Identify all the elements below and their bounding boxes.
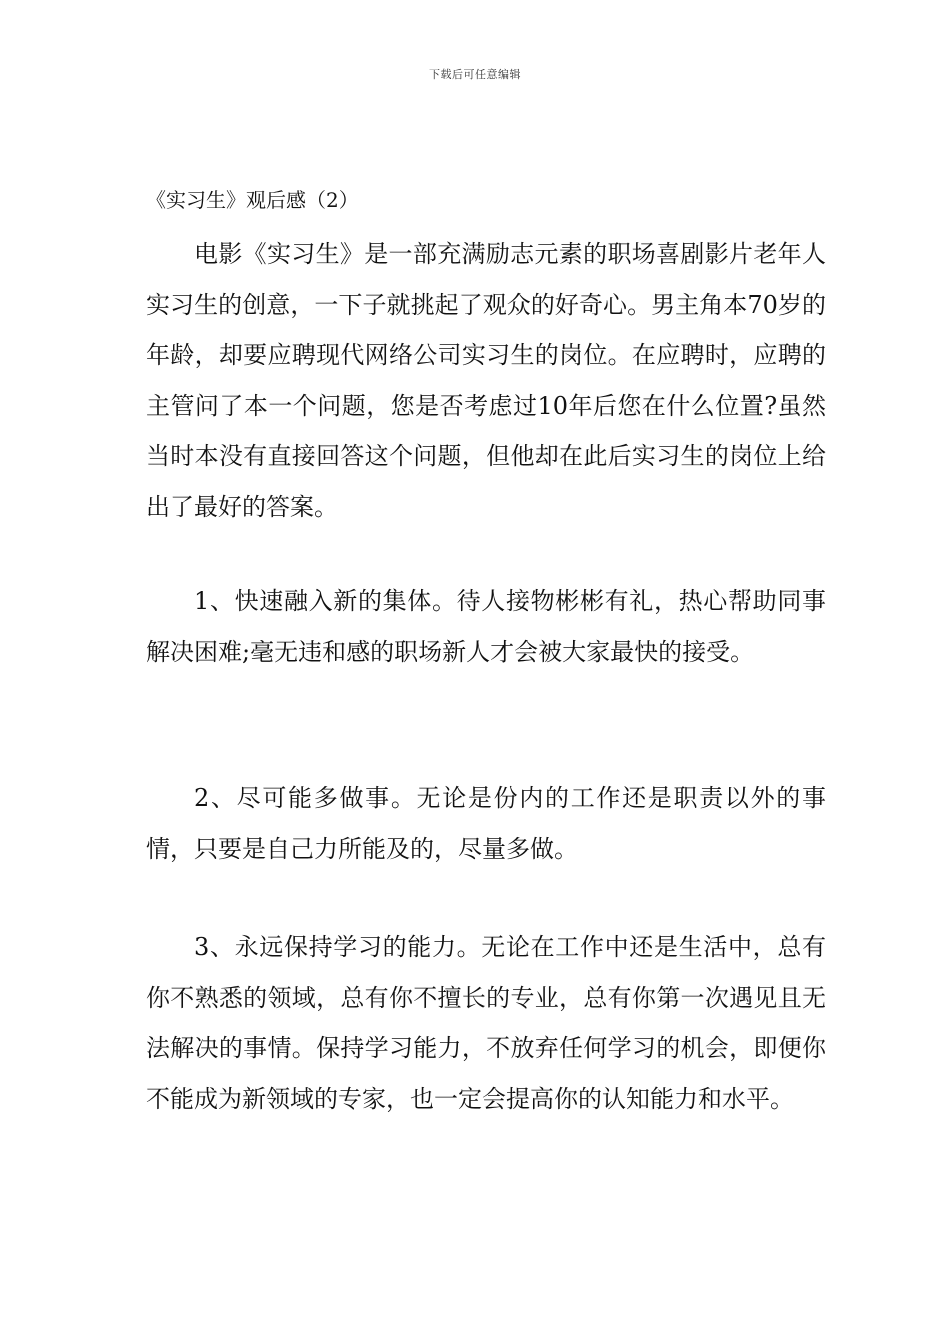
- paragraph-point-2: 2、尽可能多做事。无论是份内的工作还是职责以外的事情，只要是自己力所能及的，尽量多做。: [146, 784, 826, 863]
- document-title: 《实习生》观后感（2）: [146, 188, 359, 212]
- page-header: 下载后可任意编辑: [429, 68, 521, 81]
- paragraph-point-3: 3、永远保持学习的能力。无论在工作中还是生活中，总有你不熟悉的领域，总有你不擅长的专业，总有你第一次遇见且无法解决的事情。保持学习能力，不放弃任何学习的机会，即便你不能成为新领域的专家，也一定会提高你的认知能力和水平。: [146, 933, 826, 1113]
- paragraph-point-1: 1、快速融入新的集体。待人接物彬彬有礼，热心帮助同事解决困难;毫无违和感的职场新人才会被大家最快的接受。: [146, 587, 826, 666]
- paragraph-intro: 电影《实习生》是一部充满励志元素的职场喜剧影片老年人实习生的创意，一下子就挑起了观众的好奇心。男主角本70岁的年龄，却要应聘现代网络公司实习生的岗位。在应聘时，应聘的主管问了本一个问题，您是否考虑过10年后您在什么位置?虽然当时本没有直接回答这个问题，但他却在此后实习生的岗位上给出了最好的答案。: [146, 240, 826, 521]
